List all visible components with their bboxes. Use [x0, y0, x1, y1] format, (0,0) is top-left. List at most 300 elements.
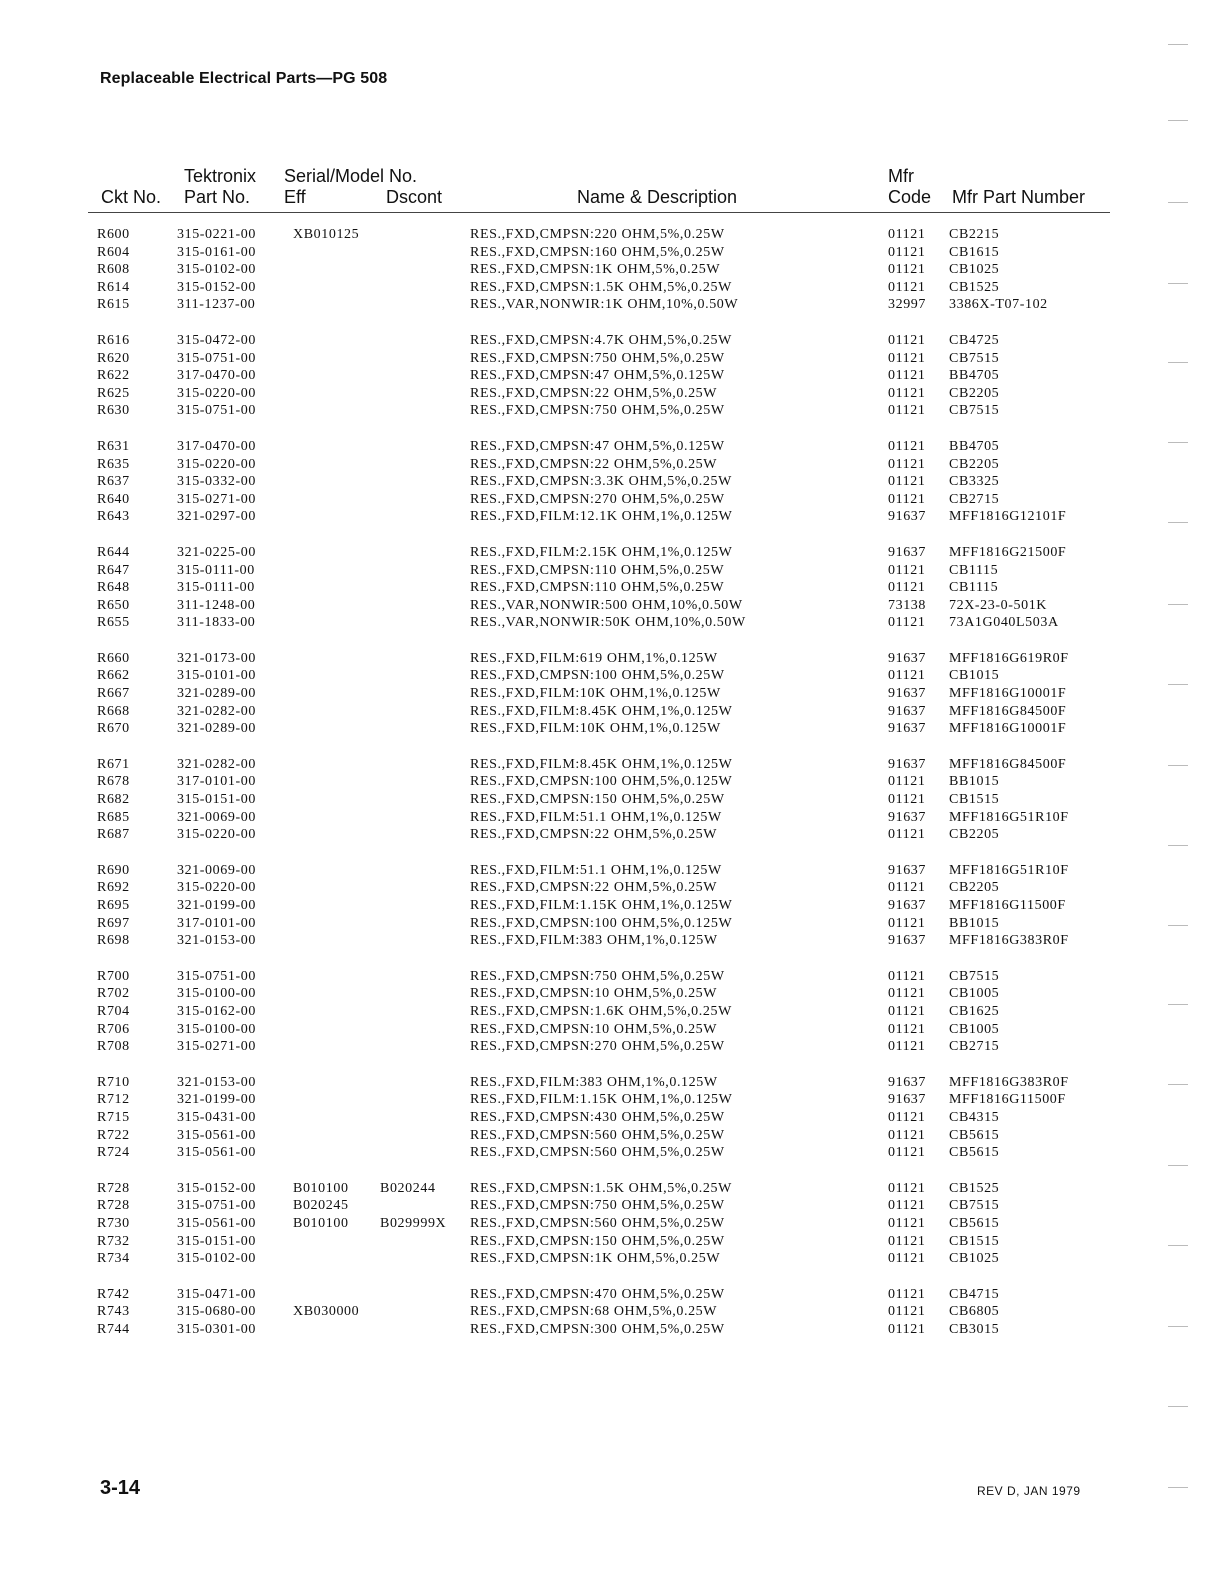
- mfr-code-cell: 01121: [888, 1304, 926, 1320]
- description-cell: RES.,FXD,CMPSN:100 OHM,5%,0.125W: [470, 774, 733, 790]
- description-cell: RES.,FXD,CMPSN:10 OHM,5%,0.25W: [470, 986, 718, 1002]
- mfr-code-cell: 01121: [888, 986, 926, 1002]
- header-ckt-no: Ckt No.: [101, 187, 162, 207]
- mfr-code-cell: 91637: [888, 809, 926, 825]
- table-row: [0, 456, 1224, 474]
- table-row: [0, 985, 1224, 1003]
- mfr-code-cell: 01121: [888, 227, 926, 242]
- mfr-code-cell: 01121: [888, 1109, 926, 1125]
- mfr-part-number-cell: BB4705: [949, 438, 1000, 454]
- ckt-no-cell: R668: [97, 703, 130, 719]
- description-cell: RES.,FXD,CMPSN:1K OHM,5%,0.25W: [470, 1251, 721, 1267]
- table-row: [0, 579, 1224, 597]
- mfr-code-cell: 01121: [888, 1039, 926, 1055]
- ckt-no-cell: R622: [97, 368, 130, 384]
- ckt-no-cell: R614: [97, 279, 130, 295]
- margin-mark: [1168, 362, 1188, 363]
- part-no-cell: 315-0431-00: [177, 1109, 256, 1125]
- mfr-code-cell: 01121: [888, 827, 926, 843]
- ckt-no-cell: R728: [97, 1180, 130, 1196]
- part-no-cell: 315-0751-00: [177, 403, 256, 419]
- table-row: [0, 1074, 1224, 1092]
- ckt-no-cell: R671: [97, 756, 130, 772]
- table-row: [0, 491, 1224, 509]
- ckt-no-cell: R608: [97, 262, 130, 278]
- description-cell: RES.,FXD,CMPSN:560 OHM,5%,0.25W: [470, 1145, 725, 1161]
- mfr-part-number-cell: MFF1816G11500F: [949, 898, 1066, 913]
- table-row: [0, 1321, 1224, 1339]
- row-group: [0, 332, 1224, 420]
- part-no-cell: 315-0152-00: [177, 279, 256, 295]
- page-title: Replaceable Electrical Parts—PG 508: [100, 70, 388, 87]
- ckt-no-cell: R708: [97, 1039, 130, 1055]
- mfr-part-number-cell: CB4715: [949, 1286, 1000, 1302]
- description-cell: RES.,FXD,CMPSN:160 OHM,5%,0.25W: [470, 244, 725, 260]
- margin-mark: [1168, 1406, 1188, 1407]
- ckt-no-cell: R742: [97, 1286, 130, 1302]
- description-cell: RES.,FXD,CMPSN:22 OHM,5%,0.25W: [470, 385, 718, 401]
- description-cell: RES.,FXD,FILM:10K OHM,1%,0.125W: [470, 686, 721, 702]
- header-part-no: Part No.: [184, 187, 251, 207]
- ckt-no-cell: R697: [97, 915, 130, 931]
- ckt-no-cell: R695: [97, 898, 130, 913]
- mfr-code-cell: 32997: [888, 297, 926, 313]
- header-mfr-part-number: Mfr Part Number: [952, 187, 1086, 207]
- description-cell: RES.,FXD,FILM:2.15K OHM,1%,0.125W: [470, 544, 733, 560]
- mfr-code-cell: 01121: [888, 438, 926, 454]
- description-cell: RES.,FXD,CMPSN:100 OHM,5%,0.125W: [470, 915, 733, 931]
- part-no-cell: 321-0289-00: [177, 686, 256, 702]
- table-row: [0, 667, 1224, 685]
- part-no-cell: 321-0069-00: [177, 862, 256, 878]
- description-cell: RES.,FXD,CMPSN:1.5K OHM,5%,0.25W: [470, 1180, 732, 1196]
- table-row: [0, 862, 1224, 880]
- part-no-cell: 311-1237-00: [177, 297, 256, 313]
- description-cell: RES.,FXD,CMPSN:560 OHM,5%,0.25W: [470, 1215, 725, 1231]
- description-cell: RES.,FXD,CMPSN:22 OHM,5%,0.25W: [470, 880, 718, 896]
- mfr-part-number-cell: CB2205: [949, 880, 1000, 896]
- mfr-code-cell: 01121: [888, 1180, 926, 1196]
- description-cell: RES.,FXD,CMPSN:750 OHM,5%,0.25W: [470, 1198, 725, 1214]
- description-cell: RES.,FXD,CMPSN:150 OHM,5%,0.25W: [470, 1233, 725, 1249]
- mfr-code-cell: 01121: [888, 332, 926, 348]
- mfr-part-number-cell: 3386X-T07-102: [949, 297, 1048, 313]
- mfr-part-number-cell: CB1005: [949, 1021, 1000, 1037]
- description-cell: RES.,FXD,CMPSN:750 OHM,5%,0.25W: [470, 403, 725, 419]
- mfr-part-number-cell: CB3325: [949, 474, 1000, 490]
- mfr-code-cell: 91637: [888, 756, 926, 772]
- margin-mark: [1168, 1326, 1188, 1327]
- mfr-code-cell: 01121: [888, 668, 926, 684]
- part-no-cell: 315-0561-00: [177, 1145, 256, 1161]
- mfr-part-number-cell: MFF1816G383R0F: [949, 933, 1069, 949]
- mfr-part-number-cell: BB4705: [949, 368, 1000, 384]
- description-cell: RES.,FXD,FILM:383 OHM,1%,0.125W: [470, 933, 718, 949]
- mfr-part-number-cell: MFF1816G619R0F: [949, 650, 1069, 666]
- part-no-cell: 315-0111-00: [177, 580, 255, 596]
- ckt-no-cell: R600: [97, 227, 130, 242]
- part-no-cell: 321-0225-00: [177, 544, 256, 560]
- ckt-no-cell: R730: [97, 1215, 130, 1231]
- table-row: [0, 1250, 1224, 1268]
- mfr-part-number-cell: CB2715: [949, 491, 1000, 507]
- mfr-part-number-cell: MFF1816G10001F: [949, 686, 1067, 702]
- description-cell: RES.,FXD,FILM:1.15K OHM,1%,0.125W: [470, 1092, 733, 1108]
- ckt-no-cell: R655: [97, 615, 130, 631]
- table-row: [0, 791, 1224, 809]
- mfr-part-number-cell: MFF1816G21500F: [949, 544, 1067, 560]
- part-no-cell: 315-0161-00: [177, 244, 256, 260]
- mfr-code-cell: 91637: [888, 703, 926, 719]
- ckt-no-cell: R635: [97, 456, 130, 472]
- ckt-no-cell: R698: [97, 933, 130, 949]
- table-row: [0, 367, 1224, 385]
- mfr-code-cell: 01121: [888, 350, 926, 366]
- eff-serial-cell: XB010125: [293, 227, 360, 242]
- ckt-no-cell: R690: [97, 862, 130, 878]
- mfr-part-number-cell: MFF1816G51R10F: [949, 862, 1069, 878]
- table-row: [0, 597, 1224, 615]
- mfr-part-number-cell: MFF1816G84500F: [949, 703, 1067, 719]
- ckt-no-cell: R728: [97, 1198, 130, 1214]
- table-row: [0, 614, 1224, 632]
- ckt-no-cell: R700: [97, 968, 130, 984]
- description-cell: RES.,FXD,CMPSN:4.7K OHM,5%,0.25W: [470, 332, 732, 348]
- mfr-part-number-cell: CB2205: [949, 827, 1000, 843]
- mfr-code-cell: 01121: [888, 368, 926, 384]
- part-no-cell: 315-0332-00: [177, 474, 256, 490]
- mfr-part-number-cell: 73A1G040L503A: [949, 615, 1059, 631]
- description-cell: RES.,FXD,CMPSN:1K OHM,5%,0.25W: [470, 262, 721, 278]
- part-no-cell: 315-0301-00: [177, 1321, 256, 1337]
- description-cell: RES.,FXD,CMPSN:3.3K OHM,5%,0.25W: [470, 474, 732, 490]
- description-cell: RES.,FXD,FILM:51.1 OHM,1%,0.125W: [470, 862, 722, 878]
- margin-mark: [1168, 604, 1188, 605]
- ckt-no-cell: R660: [97, 650, 130, 666]
- mfr-code-cell: 91637: [888, 650, 926, 666]
- table-row: [0, 1109, 1224, 1127]
- mfr-part-number-cell: CB5615: [949, 1215, 1000, 1231]
- description-cell: RES.,FXD,FILM:1.15K OHM,1%,0.125W: [470, 898, 733, 913]
- mfr-part-number-cell: CB4725: [949, 332, 1000, 348]
- mfr-code-cell: 01121: [888, 279, 926, 295]
- mfr-code-cell: 01121: [888, 1021, 926, 1037]
- ckt-no-cell: R732: [97, 1233, 130, 1249]
- description-cell: RES.,FXD,CMPSN:270 OHM,5%,0.25W: [470, 491, 725, 507]
- margin-mark: [1168, 442, 1188, 443]
- table-row: [0, 703, 1224, 721]
- mfr-code-cell: 01121: [888, 491, 926, 507]
- description-cell: RES.,FXD,CMPSN:750 OHM,5%,0.25W: [470, 350, 725, 366]
- part-no-cell: 315-0100-00: [177, 1021, 256, 1037]
- mfr-code-cell: 01121: [888, 474, 926, 490]
- table-row: [0, 826, 1224, 844]
- mfr-part-number-cell: CB7515: [949, 968, 1000, 984]
- part-no-cell: 321-0282-00: [177, 703, 256, 719]
- mfr-part-number-cell: CB7515: [949, 1198, 1000, 1214]
- mfr-code-cell: 91637: [888, 686, 926, 702]
- description-cell: RES.,FXD,CMPSN:110 OHM,5%,0.25W: [470, 562, 725, 578]
- mfr-part-number-cell: CB1005: [949, 986, 1000, 1002]
- part-no-cell: 321-0282-00: [177, 756, 256, 772]
- table-row: [0, 1127, 1224, 1145]
- mfr-code-cell: 01121: [888, 1321, 926, 1337]
- mfr-code-cell: 73138: [888, 597, 926, 613]
- mfr-part-number-cell: CB1015: [949, 668, 1000, 684]
- part-no-cell: 315-0221-00: [177, 227, 256, 242]
- ckt-no-cell: R704: [97, 1003, 130, 1019]
- table-row: [0, 968, 1224, 986]
- mfr-part-number-cell: CB7515: [949, 350, 1000, 366]
- part-no-cell: 315-0472-00: [177, 332, 256, 348]
- mfr-part-number-cell: CB2205: [949, 385, 1000, 401]
- mfr-code-cell: 01121: [888, 1251, 926, 1267]
- part-no-cell: 317-0101-00: [177, 915, 256, 931]
- ckt-no-cell: R637: [97, 474, 130, 490]
- table-row: [0, 720, 1224, 738]
- description-cell: RES.,FXD,CMPSN:1.6K OHM,5%,0.25W: [470, 1003, 732, 1019]
- mfr-part-number-cell: CB2715: [949, 1039, 1000, 1055]
- mfr-code-cell: 01121: [888, 1233, 926, 1249]
- mfr-code-cell: 01121: [888, 580, 926, 596]
- page-number: 3-14: [100, 1477, 141, 1499]
- description-cell: RES.,FXD,CMPSN:150 OHM,5%,0.25W: [470, 792, 725, 808]
- part-no-cell: 315-0102-00: [177, 1251, 256, 1267]
- table-row: [0, 402, 1224, 420]
- mfr-part-number-cell: CB6805: [949, 1304, 1000, 1320]
- revision-label: REV D, JAN 1979: [977, 1484, 1081, 1498]
- description-cell: RES.,FXD,CMPSN:750 OHM,5%,0.25W: [470, 968, 725, 984]
- mfr-part-number-cell: CB1625: [949, 1003, 1000, 1019]
- mfr-code-cell: 01121: [888, 1198, 926, 1214]
- part-no-cell: 317-0470-00: [177, 438, 256, 454]
- parts-table: [0, 226, 1224, 1356]
- part-no-cell: 315-0220-00: [177, 880, 256, 896]
- mfr-code-cell: 01121: [888, 262, 926, 278]
- description-cell: RES.,FXD,CMPSN:100 OHM,5%,0.25W: [470, 668, 725, 684]
- ckt-no-cell: R706: [97, 1021, 130, 1037]
- table-row: [0, 1021, 1224, 1039]
- part-no-cell: 321-0289-00: [177, 721, 256, 737]
- ckt-no-cell: R734: [97, 1251, 130, 1267]
- table-row: [0, 296, 1224, 314]
- description-cell: RES.,FXD,CMPSN:47 OHM,5%,0.125W: [470, 438, 725, 454]
- margin-mark: [1168, 283, 1188, 284]
- table-row: [0, 879, 1224, 897]
- mfr-part-number-cell: MFF1816G51R10F: [949, 809, 1069, 825]
- description-cell: RES.,FXD,FILM:51.1 OHM,1%,0.125W: [470, 809, 722, 825]
- dscont-serial-cell: B029999X: [380, 1215, 447, 1231]
- header-serial-model: Serial/Model No.: [284, 166, 418, 186]
- part-no-cell: 315-0680-00: [177, 1304, 256, 1320]
- mfr-part-number-cell: 72X-23-0-501K: [949, 597, 1048, 613]
- table-row: [0, 1091, 1224, 1109]
- table-row: [0, 1233, 1224, 1251]
- margin-mark: [1168, 684, 1188, 685]
- description-cell: RES.,FXD,CMPSN:560 OHM,5%,0.25W: [470, 1127, 725, 1143]
- part-no-cell: 317-0101-00: [177, 774, 256, 790]
- header-name-description: Name & Description: [577, 187, 738, 207]
- mfr-part-number-cell: CB2215: [949, 227, 1000, 242]
- table-row: [0, 226, 1224, 244]
- ckt-no-cell: R724: [97, 1145, 130, 1161]
- part-no-cell: 321-0199-00: [177, 1092, 256, 1108]
- part-no-cell: 315-0111-00: [177, 562, 255, 578]
- ckt-no-cell: R644: [97, 544, 130, 560]
- part-no-cell: 315-0220-00: [177, 827, 256, 843]
- table-row: [0, 1286, 1224, 1304]
- table-row: [0, 756, 1224, 774]
- mfr-part-number-cell: MFF1816G10001F: [949, 721, 1067, 737]
- mfr-part-number-cell: MFF1816G383R0F: [949, 1074, 1069, 1090]
- table-row: [0, 261, 1224, 279]
- part-no-cell: 315-0751-00: [177, 1198, 256, 1214]
- mfr-code-cell: 01121: [888, 1127, 926, 1143]
- part-no-cell: 321-0199-00: [177, 898, 256, 913]
- mfr-part-number-cell: MFF1816G11500F: [949, 1092, 1066, 1108]
- description-cell: RES.,FXD,CMPSN:220 OHM,5%,0.25W: [470, 227, 725, 242]
- row-group: [0, 968, 1224, 1056]
- part-no-cell: 315-0271-00: [177, 1039, 256, 1055]
- table-row: [0, 685, 1224, 703]
- margin-mark: [1168, 44, 1188, 45]
- table-row: [0, 544, 1224, 562]
- ckt-no-cell: R648: [97, 580, 130, 596]
- ckt-no-cell: R715: [97, 1109, 130, 1125]
- ckt-no-cell: R685: [97, 809, 130, 825]
- margin-mark: [1168, 1245, 1188, 1246]
- ckt-no-cell: R692: [97, 880, 130, 896]
- mfr-code-cell: 01121: [888, 244, 926, 260]
- ckt-no-cell: R604: [97, 244, 130, 260]
- mfr-code-cell: 01121: [888, 403, 926, 419]
- table-row: [0, 508, 1224, 526]
- ckt-no-cell: R712: [97, 1092, 130, 1108]
- ckt-no-cell: R640: [97, 491, 130, 507]
- part-no-cell: 321-0173-00: [177, 650, 256, 666]
- margin-mark: [1168, 925, 1188, 926]
- mfr-part-number-cell: CB1525: [949, 279, 1000, 295]
- part-no-cell: 321-0153-00: [177, 1074, 256, 1090]
- row-group: [0, 1180, 1224, 1268]
- table-row: [0, 650, 1224, 668]
- header-rule: [88, 212, 1110, 213]
- part-no-cell: 315-0162-00: [177, 1003, 256, 1019]
- table-row: [0, 915, 1224, 933]
- table-row: [0, 1003, 1224, 1021]
- margin-mark: [1168, 1004, 1188, 1005]
- margin-mark: [1168, 120, 1188, 121]
- mfr-part-number-cell: CB7515: [949, 403, 1000, 419]
- mfr-code-cell: 01121: [888, 915, 926, 931]
- mfr-code-cell: 91637: [888, 898, 926, 913]
- mfr-code-cell: 91637: [888, 544, 926, 560]
- mfr-code-cell: 01121: [888, 968, 926, 984]
- ckt-no-cell: R643: [97, 509, 130, 525]
- part-no-cell: 315-0102-00: [177, 262, 256, 278]
- part-no-cell: 321-0153-00: [177, 933, 256, 949]
- description-cell: RES.,FXD,CMPSN:430 OHM,5%,0.25W: [470, 1109, 725, 1125]
- part-no-cell: 315-0152-00: [177, 1180, 256, 1196]
- mfr-code-cell: 91637: [888, 1092, 926, 1108]
- margin-mark: [1168, 1084, 1188, 1085]
- header-code: Code: [888, 187, 932, 207]
- ckt-no-cell: R743: [97, 1304, 130, 1320]
- row-group: [0, 438, 1224, 526]
- mfr-code-cell: 01121: [888, 880, 926, 896]
- description-cell: RES.,FXD,CMPSN:10 OHM,5%,0.25W: [470, 1021, 718, 1037]
- description-cell: RES.,FXD,CMPSN:22 OHM,5%,0.25W: [470, 827, 718, 843]
- description-cell: RES.,FXD,CMPSN:68 OHM,5%,0.25W: [470, 1304, 718, 1320]
- table-row: [0, 1180, 1224, 1198]
- mfr-part-number-cell: MFF1816G84500F: [949, 756, 1067, 772]
- table-row: [0, 244, 1224, 262]
- mfr-code-cell: 91637: [888, 933, 926, 949]
- part-no-cell: 315-0751-00: [177, 968, 256, 984]
- ckt-no-cell: R722: [97, 1127, 130, 1143]
- header-eff: Eff: [284, 187, 306, 207]
- ckt-no-cell: R662: [97, 668, 130, 684]
- mfr-code-cell: 01121: [888, 562, 926, 578]
- ckt-no-cell: R667: [97, 686, 130, 702]
- description-cell: RES.,FXD,CMPSN:22 OHM,5%,0.25W: [470, 456, 718, 472]
- ckt-no-cell: R625: [97, 385, 130, 401]
- description-cell: RES.,FXD,FILM:8.45K OHM,1%,0.125W: [470, 703, 733, 719]
- mfr-part-number-cell: CB5615: [949, 1145, 1000, 1161]
- mfr-part-number-cell: CB2205: [949, 456, 1000, 472]
- part-no-cell: 315-0471-00: [177, 1286, 256, 1302]
- ckt-no-cell: R647: [97, 562, 130, 578]
- row-group: [0, 862, 1224, 950]
- ckt-no-cell: R615: [97, 297, 130, 313]
- ckt-no-cell: R682: [97, 792, 130, 808]
- table-row: [0, 897, 1224, 915]
- description-cell: RES.,FXD,CMPSN:110 OHM,5%,0.25W: [470, 580, 725, 596]
- part-no-cell: 321-0069-00: [177, 809, 256, 825]
- eff-serial-cell: B010100: [293, 1215, 349, 1231]
- table-row: [0, 1197, 1224, 1215]
- mfr-part-number-cell: CB3015: [949, 1321, 1000, 1337]
- mfr-part-number-cell: CB1115: [949, 580, 999, 596]
- mfr-code-cell: 91637: [888, 509, 926, 525]
- ckt-no-cell: R678: [97, 774, 130, 790]
- mfr-code-cell: 01121: [888, 774, 926, 790]
- margin-mark: [1168, 522, 1188, 523]
- row-group: [0, 650, 1224, 738]
- header-tektronix: Tektronix: [184, 166, 257, 186]
- mfr-code-cell: 01121: [888, 1145, 926, 1161]
- ckt-no-cell: R670: [97, 721, 130, 737]
- description-cell: RES.,FXD,CMPSN:47 OHM,5%,0.125W: [470, 368, 725, 384]
- table-row: [0, 809, 1224, 827]
- table-row: [0, 1215, 1224, 1233]
- table-row: [0, 932, 1224, 950]
- eff-serial-cell: B020245: [293, 1198, 349, 1214]
- description-cell: RES.,VAR,NONWIR:500 OHM,10%,0.50W: [470, 597, 743, 613]
- header-mfr: Mfr: [888, 166, 914, 186]
- part-no-cell: 315-0220-00: [177, 456, 256, 472]
- ckt-no-cell: R630: [97, 403, 130, 419]
- table-row: [0, 1303, 1224, 1321]
- mfr-part-number-cell: MFF1816G12101F: [949, 509, 1067, 525]
- part-no-cell: 311-1833-00: [177, 615, 256, 631]
- part-no-cell: 315-0151-00: [177, 1233, 256, 1249]
- mfr-code-cell: 01121: [888, 1286, 926, 1302]
- row-group: [0, 544, 1224, 632]
- margin-mark: [1168, 1487, 1188, 1488]
- part-no-cell: 315-0271-00: [177, 491, 256, 507]
- mfr-part-number-cell: BB1015: [949, 774, 1000, 790]
